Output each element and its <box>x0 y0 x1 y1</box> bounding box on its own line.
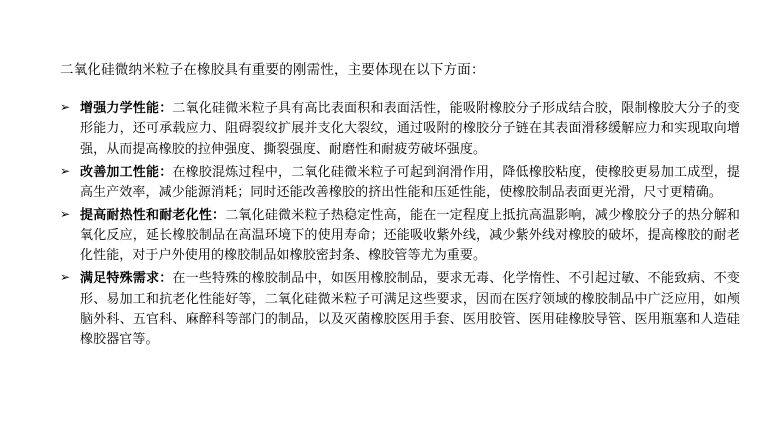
bullet-arrow-icon: ➢ <box>60 206 71 221</box>
bullet-arrow-icon: ➢ <box>60 270 71 285</box>
list-item <box>60 268 740 349</box>
list-item-heading: 提高耐热性和耐老化性： <box>80 206 226 222</box>
list-item-body: 二氧化硅微米粒子具有高比表面积和表面活性，能吸附橡胶分子形成结合胶，限制橡胶大分子的变形能力，还可承载应力、阻碍裂纹扩展并支化大裂纹，通过吸附的橡胶分子链在其表面滑移缓解应力和实现取向增强，从而提高橡胶的拉伸强度、撕裂强度、耐磨性和耐疲劳破坏强度。 <box>80 100 740 156</box>
list-item-body: 二氧化硅微米粒子热稳定性高，能在一定程度上抵抗高温影响，减少橡胶分子的热分解和氧化反应，延长橡胶制品在高温环境下的使用寿命；还能吸收紫外线，减少紫外线对橡胶的破坏，提高橡胶的耐老化性能，对于户外使用的橡胶制品如橡胶密封条、橡胶管等尤为重要。 <box>80 206 741 263</box>
list-item <box>60 162 740 202</box>
list-item-body: 在橡胶混炼过程中，二氧化硅微米粒子可起到润滑作用，降低橡胶粘度，使橡胶更易加工成型，提高生产效率，减少能源消耗；同时还能改善橡胶的挤出性能和压延性能，使橡胶制品表面更光滑，尺寸更精确。 <box>80 163 740 199</box>
list-item-body: 在一些特殊的橡胶制品中，如医用橡胶制品，要求无毒、化学惰性、不引起过敏、不能致病、不变形、易加工和抗老化性能好等，二氧化硅微米粒子可满足这些要求，因而在医疗领域的橡胶制品中广泛应用，如颅脑外科、五官科、麻醉科等部门的制品，以及灭菌橡胶医用手套、医用胶管、医用硅橡胶导管、医用瓶塞和人造硅橡胶器官等。 <box>80 270 740 346</box>
list-item-heading: 增强力学性能： <box>80 100 173 116</box>
list-item-heading: 满足特殊需求： <box>80 270 173 286</box>
intro-paragraph: 二氧化硅微纳米粒子在橡胶具有重要的刚需性，主要体现在以下方面： <box>60 62 485 77</box>
bullet-arrow-icon: ➢ <box>60 100 71 115</box>
list-item <box>60 205 740 265</box>
list-item-heading: 改善加工性能： <box>80 163 173 179</box>
bullet-list <box>60 98 740 349</box>
list-item <box>60 98 740 158</box>
bullet-arrow-icon: ➢ <box>60 163 71 178</box>
